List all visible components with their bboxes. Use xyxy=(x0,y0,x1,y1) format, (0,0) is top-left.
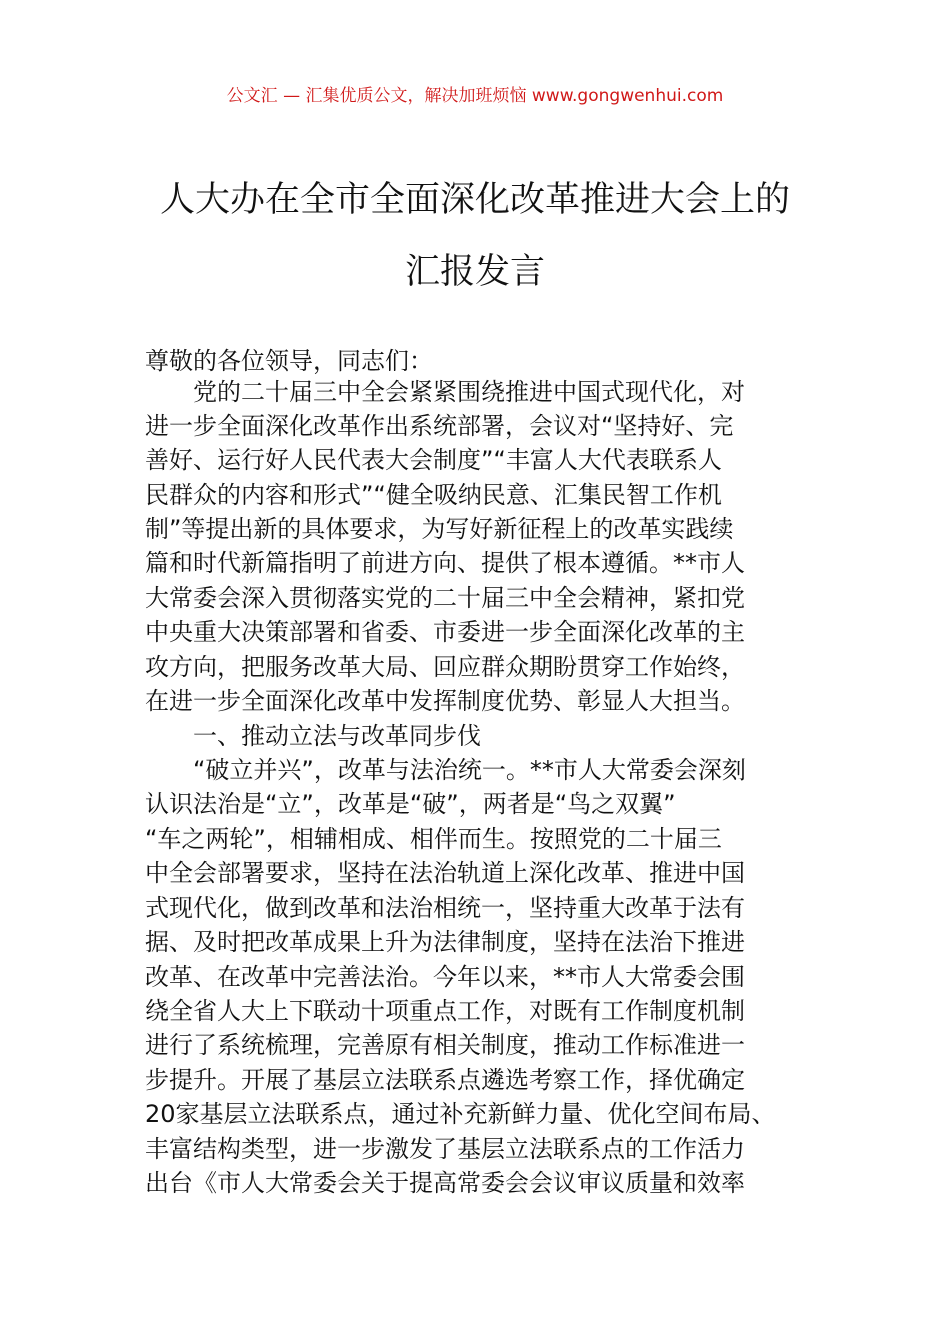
paragraph-line: 善好、运行好人民代表大会制度”“丰富人大代表联系人 xyxy=(145,446,722,474)
paragraph-line: 改革、在改革中完善法治。今年以来，**市人大常委会围 xyxy=(145,963,745,991)
document-title-line-2: 汇报发言 xyxy=(404,252,545,292)
paragraph-line: 中全会部署要求，坚持在法治轨道上深化改革、推进中国 xyxy=(145,859,745,887)
paragraph-line: 20家基层立法联系点，通过补充新鲜力量、优化空间布局、 xyxy=(145,1100,776,1128)
paragraph-line: 党的二十届三中全会紧紧围绕推进中国式现代化，对 xyxy=(193,378,745,406)
paragraph-line: 制”等提出新的具体要求，为写好新征程上的改革实践续 xyxy=(145,515,734,543)
paragraph-line: 丰富结构类型，进一步激发了基层立法联系点的工作活力 xyxy=(145,1135,745,1163)
paragraph-line: 进行了系统梳理，完善原有相关制度，推动工作标准进一 xyxy=(145,1031,745,1059)
paragraph-line: 认识法治是“立”，改革是“破”，两者是“鸟之双翼” xyxy=(145,790,676,818)
paragraph-line: 在进一步全面深化改革中发挥制度优势、彰显人大担当。 xyxy=(145,687,745,715)
section-heading: 一、推动立法与改革同步伐 xyxy=(193,722,481,750)
paragraph-line: 民群众的内容和形式”“健全吸纳民意、汇集民智工作机 xyxy=(145,481,722,509)
document-title-line-1: 人大办在全市全面深化改革推进大会上的 xyxy=(159,180,790,220)
paragraph-line: 攻方向，把服务改革大局、回应群众期盼贯穿工作始终， xyxy=(145,653,745,681)
paragraph-line: “车之两轮”，相辅相成、相伴而生。按照党的二十届三 xyxy=(145,825,722,853)
paragraph-line: 篇和时代新篇指明了前进方向、提供了根本遵循。**市人 xyxy=(145,549,745,577)
paragraph-line: 中央重大决策部署和省委、市委进一步全面深化改革的主 xyxy=(145,618,745,646)
paragraph-line: 据、及时把改革成果上升为法律制度，坚持在法治下推进 xyxy=(145,928,745,956)
paragraph-line: 进一步全面深化改革作出系统部署，会议对“坚持好、完 xyxy=(145,412,734,440)
paragraph-line: 出台《市人大常委会关于提高常委会会议审议质量和效率 xyxy=(145,1169,745,1197)
paragraph-line: 绕全省人大上下联动十项重点工作，对既有工作制度机制 xyxy=(145,997,745,1025)
paragraph-line: 大常委会深入贯彻落实党的二十届三中全会精神，紧扣党 xyxy=(145,584,745,612)
paragraph-line: 式现代化，做到改革和法治相统一，坚持重大改革于法有 xyxy=(145,894,745,922)
header-banner: 公文汇 — 汇集优质公文，解决加班烦恼 www.gongwenhui.com xyxy=(226,86,724,106)
salutation: 尊敬的各位领导，同志们： xyxy=(145,347,433,375)
paragraph-line: 步提升。开展了基层立法联系点遴选考察工作，择优确定 xyxy=(145,1066,745,1094)
paragraph-line: “破立并兴”，改革与法治统一。**市人大常委会深刻 xyxy=(193,756,746,784)
